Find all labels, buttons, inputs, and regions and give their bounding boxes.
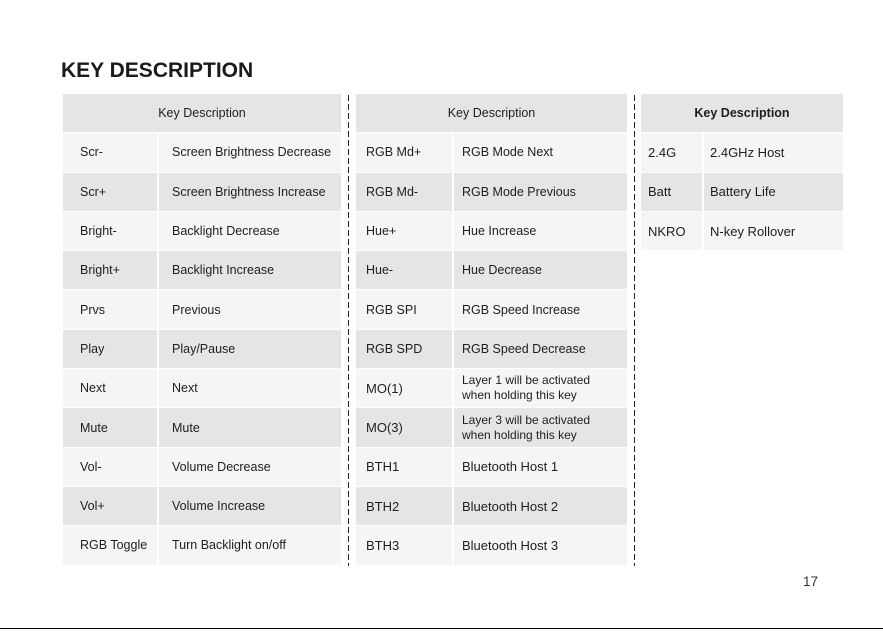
table-header-label: Key Description bbox=[63, 94, 341, 132]
table-row bbox=[641, 212, 843, 250]
key-cell: Scr+ bbox=[63, 173, 157, 211]
key-cell: Scr- bbox=[63, 133, 157, 171]
key-cell: Vol- bbox=[63, 448, 157, 486]
table-row bbox=[63, 526, 341, 564]
table-row bbox=[63, 408, 341, 446]
key-cell: BTH2 bbox=[356, 487, 452, 525]
key-cell: RGB Toggle bbox=[63, 526, 157, 564]
key-cell: BTH1 bbox=[356, 448, 452, 486]
description-cell bbox=[454, 408, 627, 446]
key-cell: 2.4G bbox=[641, 133, 702, 171]
key-cell: Hue- bbox=[356, 251, 452, 289]
key-cell: RGB SPD bbox=[356, 330, 452, 368]
key-cell: RGB Md+ bbox=[356, 133, 452, 171]
key-cell: BTH3 bbox=[356, 526, 452, 564]
page-number: 17 bbox=[803, 574, 819, 589]
description-text: Layer 1 will be activated when holding this key bbox=[462, 373, 591, 403]
table-header bbox=[63, 94, 341, 132]
key-cell: MO(1) bbox=[356, 369, 452, 407]
description-cell: 2.4GHz Host bbox=[704, 133, 843, 171]
table-row bbox=[356, 173, 627, 211]
table-row bbox=[63, 212, 341, 250]
key-cell: RGB Md- bbox=[356, 173, 452, 211]
description-cell: RGB Speed Increase bbox=[454, 290, 627, 328]
table-row bbox=[63, 173, 341, 211]
description-cell: Play/Pause bbox=[159, 330, 341, 368]
table-header-label: Key Description bbox=[356, 94, 627, 132]
table-row bbox=[356, 330, 627, 368]
description-cell: RGB Speed Decrease bbox=[454, 330, 627, 368]
key-cell: MO(3) bbox=[356, 408, 452, 446]
table-row bbox=[356, 448, 627, 486]
table-row bbox=[63, 251, 341, 289]
key-cell: Bright+ bbox=[63, 251, 157, 289]
description-cell: Bluetooth Host 2 bbox=[454, 487, 627, 525]
key-cell: Next bbox=[63, 369, 157, 407]
table-header bbox=[356, 94, 627, 132]
description-cell: N-key Rollover bbox=[704, 212, 843, 250]
key-cell: Mute bbox=[63, 408, 157, 446]
description-cell: Turn Backlight on/off bbox=[159, 526, 341, 564]
description-cell: Bluetooth Host 3 bbox=[454, 526, 627, 564]
key-cell: Bright- bbox=[63, 212, 157, 250]
table-row bbox=[356, 369, 627, 407]
bottom-rule bbox=[0, 628, 883, 629]
key-cell: Vol+ bbox=[63, 487, 157, 525]
description-cell: RGB Mode Previous bbox=[454, 173, 627, 211]
table-row bbox=[641, 173, 843, 211]
description-cell: Hue Increase bbox=[454, 212, 627, 250]
description-cell: RGB Mode Next bbox=[454, 133, 627, 171]
description-cell: Screen Brightness Increase bbox=[159, 173, 341, 211]
table-row bbox=[63, 369, 341, 407]
key-cell: Batt bbox=[641, 173, 702, 211]
table-row bbox=[63, 133, 341, 171]
key-cell: NKRO bbox=[641, 212, 702, 250]
key-cell: Play bbox=[63, 330, 157, 368]
table-row bbox=[356, 408, 627, 446]
description-cell: Previous bbox=[159, 290, 341, 328]
description-cell: Backlight Decrease bbox=[159, 212, 341, 250]
key-table-1 bbox=[63, 94, 341, 566]
description-cell: Volume Decrease bbox=[159, 448, 341, 486]
description-cell: Screen Brightness Decrease bbox=[159, 133, 341, 171]
table-row bbox=[63, 487, 341, 525]
table-row bbox=[63, 290, 341, 328]
key-table-3 bbox=[641, 94, 843, 251]
key-cell: Prvs bbox=[63, 290, 157, 328]
table-row bbox=[356, 251, 627, 289]
table-row bbox=[63, 448, 341, 486]
description-cell: Mute bbox=[159, 408, 341, 446]
table-row bbox=[356, 133, 627, 171]
description-cell bbox=[454, 369, 627, 407]
description-cell: Bluetooth Host 1 bbox=[454, 448, 627, 486]
dashed-separator bbox=[633, 95, 636, 567]
table-header bbox=[641, 94, 843, 132]
table-row bbox=[356, 290, 627, 328]
table-header-label: Key Description bbox=[641, 94, 843, 132]
description-cell: Backlight Increase bbox=[159, 251, 341, 289]
key-table-2 bbox=[356, 94, 627, 566]
description-cell: Next bbox=[159, 369, 341, 407]
table-row bbox=[356, 487, 627, 525]
description-cell: Battery Life bbox=[704, 173, 843, 211]
page-heading: KEY DESCRIPTION bbox=[61, 59, 254, 82]
table-row bbox=[356, 526, 627, 564]
key-cell: RGB SPI bbox=[356, 290, 452, 328]
description-text: Layer 3 will be activated when holding this key bbox=[462, 412, 591, 442]
table-row bbox=[641, 133, 843, 171]
key-cell: Hue+ bbox=[356, 212, 452, 250]
table-row bbox=[63, 330, 341, 368]
dashed-separator bbox=[347, 95, 350, 567]
description-cell: Hue Decrease bbox=[454, 251, 627, 289]
table-row bbox=[356, 212, 627, 250]
description-cell: Volume Increase bbox=[159, 487, 341, 525]
